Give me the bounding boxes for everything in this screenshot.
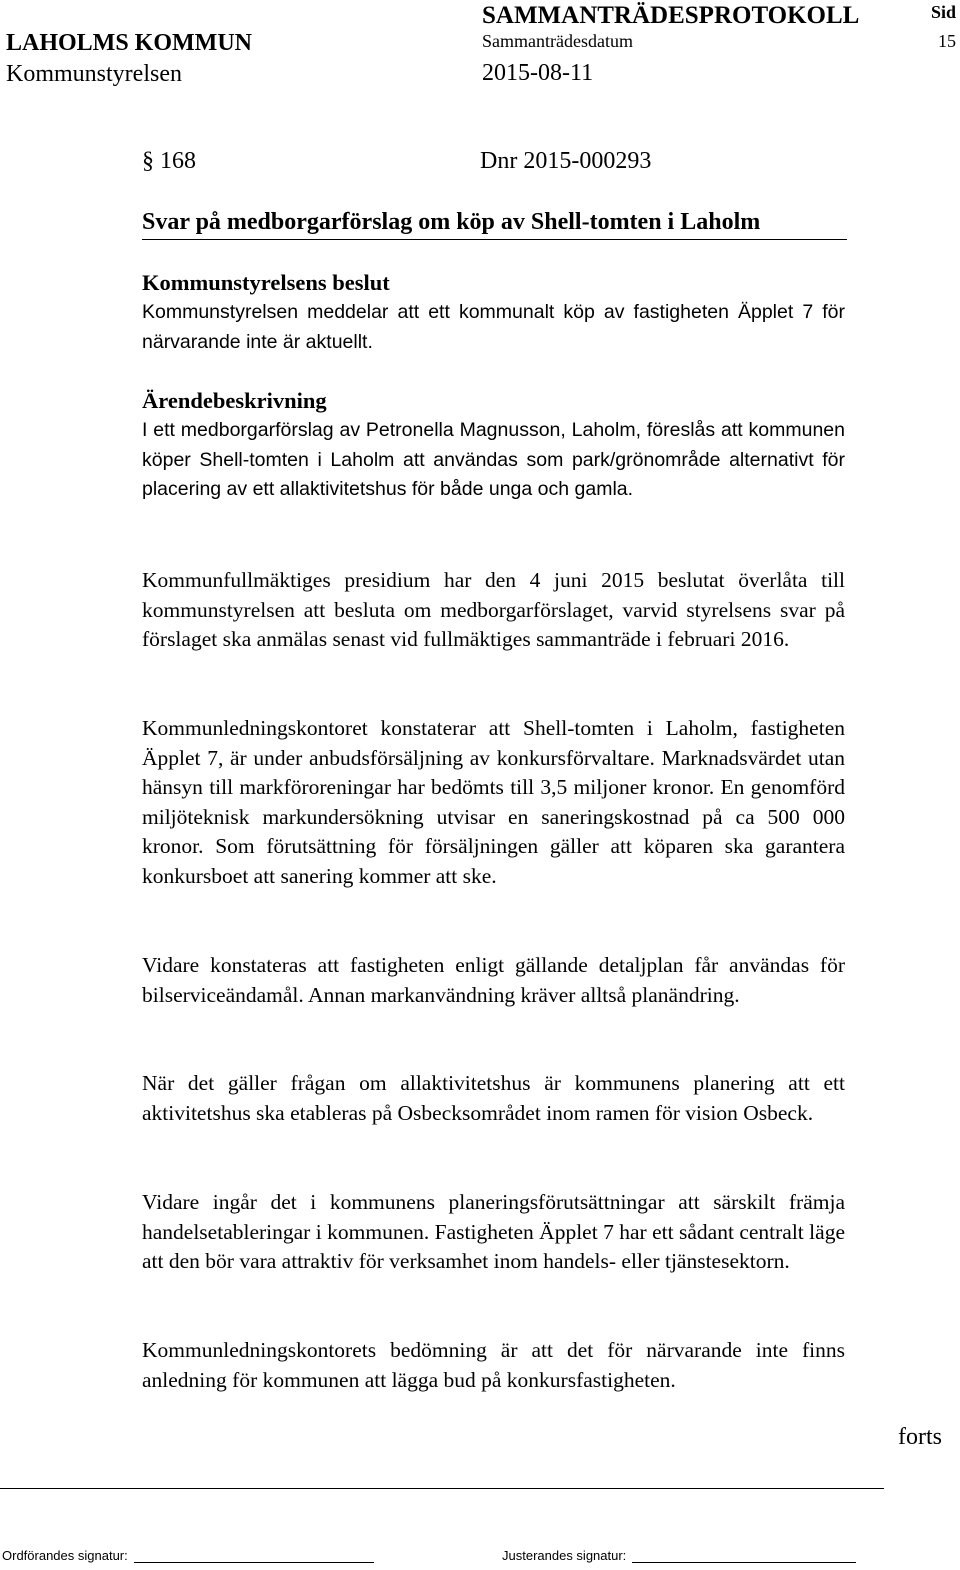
meeting-date: 2015-08-11 bbox=[482, 60, 594, 86]
board-name: Kommunstyrelsen bbox=[6, 61, 182, 87]
page-number: 15 bbox=[938, 31, 956, 51]
description-paragraph: I ett medborgarförslag av Petronella Magnusson, Laholm, föreslås att kommunen köper Shell-tomten i Laholm att användas som park/grönområde alternativt för placering av ett allaktivitetshus för både unga och gamla. bbox=[142, 419, 845, 500]
chair-signature-line bbox=[134, 1549, 374, 1563]
description-paragraph: Kommunledningskontorets bedömning är att det för närvarande inte finns anledning för kommunen att lägga bud på konkursfastigheten. bbox=[142, 1338, 845, 1392]
description-paragraph: Kommunledningskontoret konstaterar att Shell-tomten i Laholm, fastigheten Äpplet 7, är under anbudsförsäljning av konkursförvaltare. Marknadsvärdet utan hänsyn till markföroreningar har bedömts till 3,5 miljoner kronor. En genomförd miljöteknisk markundersökning utvisar en saneringskostnad på ca 500 000 kronor. Som förutsättning för försäljningen gäller att köparen ska garantera konkursboet att sanering kommer att ske. bbox=[142, 716, 845, 888]
municipality-name: LAHOLMS KOMMUN bbox=[6, 30, 252, 56]
description-paragraph-block bbox=[142, 566, 845, 655]
continued-marker: forts bbox=[898, 1424, 942, 1450]
description-paragraph: Vidare ingår det i kommunens planeringsförutsättningar att särskilt främja handelsetableringar i kommunen. Fastigheten Äpplet 7 har ett sådant centralt läge att den bör vara attraktiv för verksamhet inom handels- eller tjänstesektorn. bbox=[142, 1190, 845, 1273]
meeting-date-label: Sammanträdesdatum bbox=[482, 31, 633, 51]
chair-signature-label: Ordförandes signatur: bbox=[2, 1548, 128, 1563]
chair-signature bbox=[2, 1548, 374, 1563]
description-paragraph: Kommunfullmäktiges presidium har den 4 juni 2015 beslutat överlåta till kommunstyrelsen att besluta om medborgarförslaget, varvid styrelsens svar på förslaget ska anmälas senast vid fullmäktiges sammanträde i februari 2016. bbox=[142, 568, 845, 651]
footer-divider bbox=[0, 1488, 884, 1489]
description-paragraph-block bbox=[142, 714, 845, 891]
section-number: § 168 bbox=[142, 148, 196, 174]
decision-section bbox=[142, 268, 845, 357]
description-heading: Ärendebeskrivning bbox=[142, 388, 327, 413]
description-paragraph-block bbox=[142, 1336, 845, 1395]
case-number: Dnr 2015-000293 bbox=[480, 148, 652, 174]
description-paragraph-block bbox=[142, 951, 845, 1010]
adjuster-signature-line bbox=[632, 1549, 856, 1563]
description-paragraph-block bbox=[142, 1069, 845, 1128]
page-label: Sid bbox=[930, 2, 956, 22]
description-paragraph: När det gäller frågan om allaktivitetshus är kommunens planering att ett aktivitetshus ska etableras på Osbecksområdet inom ramen för vision Osbeck. bbox=[142, 1071, 845, 1125]
description-paragraph-block bbox=[142, 1188, 845, 1277]
adjuster-signature-label: Justerandes signatur: bbox=[502, 1548, 627, 1563]
description-paragraph: Vidare konstateras att fastigheten enligt gällande detaljplan får användas för bilserviceändamål. Annan markanvändning kräver alltså planändring. bbox=[142, 953, 845, 1007]
document-type: SAMMANTRÄDESPROTOKOLL bbox=[482, 2, 860, 29]
item-title: Svar på medborgarförslag om köp av Shell-tomten i Laholm bbox=[142, 208, 847, 240]
decision-heading: Kommunstyrelsens beslut bbox=[142, 270, 390, 295]
adjuster-signature bbox=[502, 1548, 856, 1563]
description-section bbox=[142, 386, 845, 505]
decision-text: Kommunstyrelsen meddelar att ett kommunalt köp av fastigheten Äpplet 7 för närvarande inte är aktuellt. bbox=[142, 301, 845, 353]
